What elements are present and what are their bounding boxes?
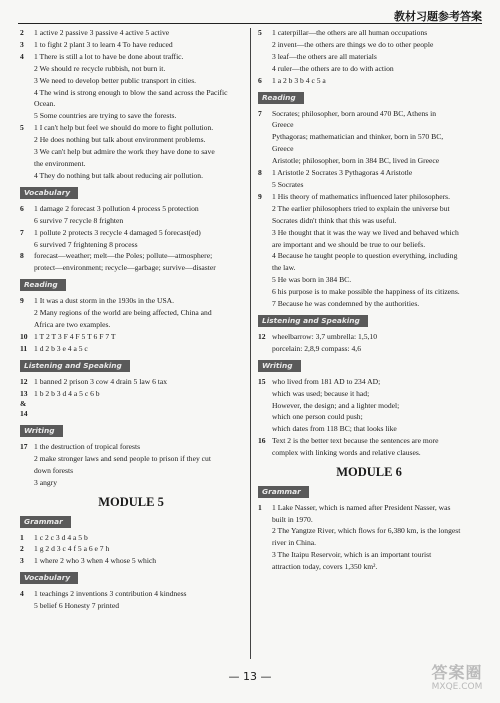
question-number: 4: [20, 51, 24, 61]
question-number: 4: [20, 589, 24, 599]
answer-text: 7 Because he was condemned by the authorities.: [272, 299, 420, 309]
answer-row: [20, 556, 242, 566]
answer-text: 1 g 2 d 3 c 4 f 5 a 6 e 7 h: [34, 544, 110, 554]
answer-text: the environment.: [34, 158, 86, 168]
answer-row: [20, 389, 242, 420]
answer-text: 1 d 2 b 3 e 4 a 5 c: [34, 343, 88, 353]
column-divider: [250, 28, 251, 659]
answer-text: 5 belief 6 Honesty 7 printed: [34, 601, 119, 611]
answer-text: 2 The earlier philosophers tried to explain the universe but: [272, 203, 450, 213]
answer-text: 4 ruler—the others are to do with action: [272, 63, 394, 73]
answer-text: 2 make stronger laws and send people to prison if they cut: [34, 454, 211, 464]
answer-group: [20, 533, 242, 567]
answer-text: 1 a 2 b 3 b 4 c 5 a: [272, 75, 326, 85]
answer-group: [20, 28, 242, 181]
answer-row: [20, 123, 242, 133]
page-number: — 13 —: [228, 670, 272, 683]
answer-text: 1 There is still a lot to have be done about traffic.: [34, 51, 184, 61]
question-number: 16: [258, 436, 266, 446]
answer-text: Ocean.: [34, 99, 56, 109]
answer-text: 2 He does nothing but talk about environment problems.: [34, 135, 206, 145]
answer-group: [20, 589, 242, 611]
answer-text: 1 pollute 2 protects 3 recycle 4 damaged 5 forecast(ed): [34, 227, 201, 237]
answer-row: [258, 436, 480, 446]
answer-text: Africa are two examples.: [34, 320, 111, 330]
answer-group: [258, 503, 480, 573]
watermark-logo: [422, 664, 492, 698]
answer-group: [258, 28, 480, 86]
answer-text: 1 banned 2 prison 3 cow 4 drain 5 law 6 tax: [34, 376, 168, 386]
answer-row: [20, 52, 242, 62]
section-heading-grammar: Grammar: [20, 516, 71, 528]
question-number: 1: [20, 532, 24, 542]
answer-row: [258, 192, 480, 202]
question-number: 7: [20, 227, 24, 237]
section-heading-reading: Reading: [20, 279, 66, 291]
answer-text: However, the design; and a lighter model;: [272, 400, 400, 410]
question-number: 8: [20, 251, 24, 261]
answer-text: wheelbarrow: 3,7 umbrella: 1,5,10: [272, 331, 378, 341]
answer-text: Socrates; philosopher, born around 470 BC, Athens in: [272, 108, 436, 118]
answer-text: who lived from 181 AD to 234 AD;: [272, 376, 381, 386]
answer-text: Aristotle; philosopher, born in 384 BC, lived in Greece: [272, 156, 440, 166]
question-number: 9: [20, 296, 24, 306]
answer-row: [258, 109, 480, 119]
answer-text: 2 Many regions of the world are being affected, China and: [34, 308, 212, 318]
question-number: 5: [258, 28, 262, 37]
module-title: MODULE 5: [98, 494, 164, 509]
answer-row: [20, 544, 242, 554]
question-number: 7: [258, 108, 262, 118]
answer-group: [20, 442, 242, 488]
answer-text: which dates from 118 BC; that looks like: [272, 424, 397, 434]
question-number: 10: [20, 331, 28, 341]
answer-text: 1 teachings 2 inventions 3 contribution 4 kindness: [34, 589, 187, 599]
answer-text: forecast—weather; melt—the Poles; pollute—atmosphere;: [34, 251, 213, 261]
answer-row: [20, 332, 242, 342]
answer-row: [20, 533, 242, 543]
answer-text: 1 I can't help but feel we should do more to fight pollution.: [34, 123, 214, 133]
section-heading-grammar: Grammar: [258, 486, 309, 498]
answer-text: protect—environment; recycle—garbage; survive—disaster: [34, 263, 216, 273]
section-heading-listening: Listening and Speaking: [20, 360, 130, 372]
answer-text: Greece: [272, 144, 294, 154]
question-number: 3: [20, 39, 24, 49]
answer-text: built in 1970.: [272, 514, 313, 524]
answer-text: 3 The Itaipu Reservoir, which is an important tourist: [272, 550, 432, 560]
answer-row: [258, 168, 480, 178]
module-title: MODULE 6: [336, 464, 402, 479]
question-number: 6: [258, 75, 262, 85]
answer-text: down forests: [34, 466, 74, 476]
answer-text: which was used; because it had;: [272, 388, 370, 398]
question-number: 8: [258, 168, 262, 178]
answer-row: [20, 344, 242, 354]
answer-row: [20, 377, 242, 387]
question-number: 3: [20, 556, 24, 566]
answer-text: 6 survive 7 recycle 8 frighten: [34, 215, 124, 225]
section-heading-vocabulary: Vocabulary: [20, 187, 78, 199]
header-rule: [18, 23, 482, 24]
answer-text: 1 active 2 passive 3 passive 4 active 5 active: [34, 28, 170, 37]
answer-text: 3 He thought that it was the way we lived and behaved which: [272, 227, 459, 237]
answer-text: 1 the destruction of tropical forests: [34, 442, 141, 452]
question-number: 2: [20, 28, 24, 37]
answer-text: porcelain: 2,8,9 compass: 4,6: [272, 343, 361, 353]
answer-text: 6 his purpose is to make possible the happiness of its citizens.: [272, 287, 460, 297]
answer-row: [20, 28, 242, 38]
answer-text: 5 Socrates: [272, 179, 304, 189]
answer-text: 3 We can't help but admire the work they have done to save: [34, 147, 215, 157]
right-column: [258, 28, 480, 574]
watermark-domain: MXQE.COM: [431, 682, 483, 692]
section-heading-vocabulary: Vocabulary: [20, 572, 78, 584]
section-heading-writing: Writing: [20, 425, 63, 437]
question-number: 13 & 14: [20, 388, 28, 419]
answer-text: Socrates didn't think that this was useful.: [272, 215, 397, 225]
answer-text: Text 2 is the better text because the sentences are more: [272, 436, 439, 446]
answer-text: 1 caterpillar—the others are all human occupations: [272, 28, 428, 37]
answer-text: 3 We need to develop better public transport in cities.: [34, 75, 197, 85]
answer-row: [258, 332, 480, 342]
answer-text: 1 where 2 who 3 when 4 whose 5 which: [34, 556, 157, 566]
answer-row: [20, 589, 242, 599]
answer-text: the law.: [272, 263, 296, 273]
answer-text: 1 b 2 b 3 d 4 a 5 c 6 b: [34, 388, 100, 398]
answer-text: Pythagoras; mathematician and thinker, born in 570 BC,: [272, 132, 444, 142]
question-number: 11: [20, 343, 28, 353]
answer-row: [258, 76, 480, 86]
answer-group: [20, 204, 242, 274]
answer-row: [258, 377, 480, 387]
answer-text: attraction today, covers 1,350 km².: [272, 562, 378, 572]
answer-group: [20, 377, 242, 420]
answer-text: 2 The Yangtze River, which flows for 6,380 km, is the longest: [272, 526, 461, 536]
answer-text: 1 to fight 2 plant 3 to learn 4 To have reduced: [34, 39, 173, 49]
answer-row: [20, 204, 242, 214]
answer-text: 1 His theory of mathematics influenced later philosophers.: [272, 191, 450, 201]
answer-text: 2 invent—the others are things we do to other people: [272, 39, 434, 49]
answer-group: [258, 332, 480, 354]
answer-text: 5 He was born in 384 BC.: [272, 275, 352, 285]
answer-text: 3 leaf—the others are all materials: [272, 51, 377, 61]
watermark-text: 答案圈: [431, 663, 483, 682]
answer-row: [20, 228, 242, 238]
answer-row: [258, 503, 480, 513]
question-number: 1: [258, 502, 262, 512]
section-heading-writing: Writing: [258, 360, 301, 372]
answer-text: Greece: [272, 120, 294, 130]
question-number: 2: [20, 544, 24, 554]
page-header-title: 教材习题参考答案: [394, 10, 482, 23]
answer-group: [258, 109, 480, 310]
question-number: 6: [20, 203, 24, 213]
answer-group: [258, 377, 480, 459]
question-number: 12: [20, 376, 28, 386]
answer-text: river in China.: [272, 538, 317, 548]
answer-text: 4 Because he taught people to question everything, including: [272, 251, 458, 261]
question-number: 5: [20, 123, 24, 133]
answer-text: 1 c 2 c 3 d 4 a 5 b: [34, 532, 88, 542]
answer-text: 4 The wind is strong enough to blow the sand across the Pacific: [34, 87, 228, 97]
answer-text: 1 Lake Nasser, which is named after President Nasser, was: [272, 502, 451, 512]
answer-text: which one person could push;: [272, 412, 363, 422]
answer-text: 5 Some countries are trying to save the forests.: [34, 111, 177, 121]
question-number: 15: [258, 376, 266, 386]
answer-row: [20, 296, 242, 306]
answer-text: 2 We should re recycle rubbish, not burn it.: [34, 63, 166, 73]
section-heading-reading: Reading: [258, 92, 304, 104]
left-column: [20, 28, 242, 613]
question-number: 9: [258, 191, 262, 201]
answer-row: [20, 251, 242, 261]
answer-text: 3 angry: [34, 478, 57, 488]
answer-row: [258, 28, 480, 38]
answer-text: 1 It was a dust storm in the 1930s in the USA.: [34, 296, 175, 306]
answer-group: [20, 296, 242, 354]
question-number: 17: [20, 442, 28, 452]
answer-row: [20, 442, 242, 452]
answer-text: are important and we should be true to our beliefs.: [272, 239, 426, 249]
answer-text: 1 damage 2 forecast 3 pollution 4 process 5 protection: [34, 203, 199, 213]
answer-text: 1 Aristotle 2 Socrates 3 Pythagoras 4 Aristotle: [272, 168, 413, 178]
section-heading-listening: Listening and Speaking: [258, 315, 368, 327]
answer-text: 4 They do nothing but talk about reducing air pollution.: [34, 170, 204, 180]
answer-row: [20, 40, 242, 50]
answer-text: 1 T 2 T 3 F 4 F 5 T 6 F 7 T: [34, 331, 116, 341]
question-number: 12: [258, 331, 266, 341]
answer-text: 6 survived 7 frightening 8 process: [34, 239, 138, 249]
answer-text: complex with linking words and relative clauses.: [272, 448, 421, 458]
